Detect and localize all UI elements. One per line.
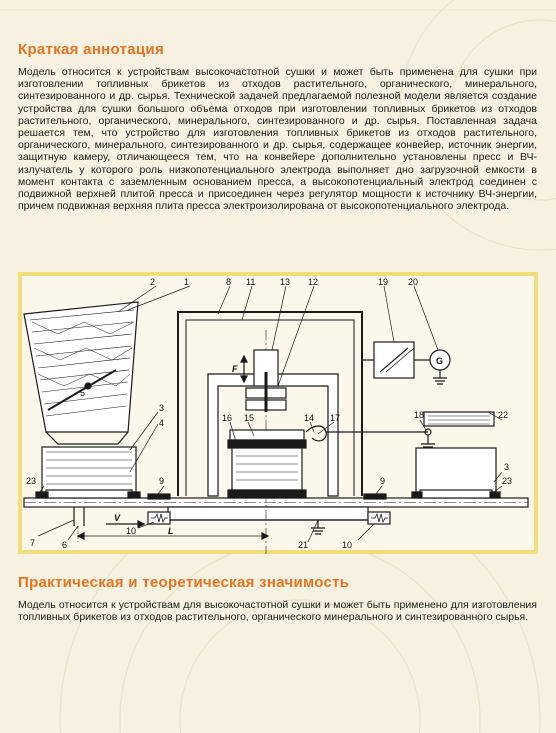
significance-paragraph: Модель относится к устройствам для высокочастотной сушки и может быть применено для изготовления топливных брикетов из отходов растительного, органического минерального и синтезированного сырья. <box>18 599 537 624</box>
figure-label-23-right: 23 <box>502 476 513 486</box>
figure-label-generator: G <box>436 356 444 366</box>
figure-label-15: 15 <box>244 413 255 423</box>
figure-label-9-right: 9 <box>380 476 386 486</box>
figure-label-8: 8 <box>226 277 232 287</box>
device-schematic-figure <box>18 272 538 554</box>
figure-label-12: 12 <box>308 277 319 287</box>
figure-label-23-left: 23 <box>26 476 37 486</box>
figure-label-20: 20 <box>408 277 419 287</box>
figure-label-19: 19 <box>378 277 389 287</box>
figure-label-10-left: 10 <box>126 526 137 536</box>
figure-label-9-left: 9 <box>159 476 165 486</box>
figure-label-2: 2 <box>150 277 156 287</box>
figure-label-force: F <box>232 364 238 374</box>
figure-label-3-right: 3 <box>504 462 510 472</box>
figure-label-1: 1 <box>184 277 190 287</box>
annotation-paragraph: Модель относится к устройствам высокочастотной сушки и может быть применена для сушки при изготовлении топливных брикетов из отходов растительного, органического, минерального, синтезированного и др. сырья. Технической задачей предлагаемой полезной модели является создание устройства для сушки большого объема отходов при изготовлении топливных брикетов из отходов растительного, органического, минерального, синтезированного и др. сырья. Поставленная задача решается тем, что устройство для изготовления топливных брикетов из отходов растительного, органического, минерального, синтезированного и др. сырья, содержащее конвейер, источник энергии, защитную камеру, отличающееся тем, что на конвейере дополнительно установлены пресс и ВЧ-излучатель у которого роль низкопотенциального электрода выполняет дно загрузочной емкости в момент контакта с заземленным основанием пресса, а высокопотенциальный электрод соединен с подвижной верхней плитой пресса и присоединен через регулятор мощности к источнику ВЧ-энергии, причем подвижная верхняя плита пресса электроизолирована от высокопотенциального электрода. <box>18 66 537 213</box>
figure-label-21: 21 <box>298 540 309 550</box>
figure-label-5: 5 <box>80 388 86 398</box>
figure-label-7: 7 <box>30 538 36 548</box>
figure-label-11: 11 <box>246 277 256 287</box>
figure-label-6: 6 <box>62 540 68 550</box>
figure-label-13: 13 <box>280 277 291 287</box>
device-schematic-drawing <box>18 272 538 554</box>
figure-label-length: L <box>168 526 174 536</box>
section-heading-significance: Практическая и теоретическая значимость <box>18 574 350 591</box>
section-heading-annotation: Краткая аннотация <box>18 41 165 58</box>
figure-label-16: 16 <box>222 413 233 423</box>
figure-label-18: 18 <box>414 410 425 420</box>
figure-label-3: 3 <box>159 403 165 413</box>
figure-label-14: 14 <box>304 413 315 423</box>
figure-label-4: 4 <box>159 418 165 428</box>
figure-label-22: 22 <box>498 410 509 420</box>
figure-label-10-right: 10 <box>342 540 353 550</box>
figure-label-17: 17 <box>330 413 341 423</box>
figure-label-velocity: V <box>114 513 121 523</box>
